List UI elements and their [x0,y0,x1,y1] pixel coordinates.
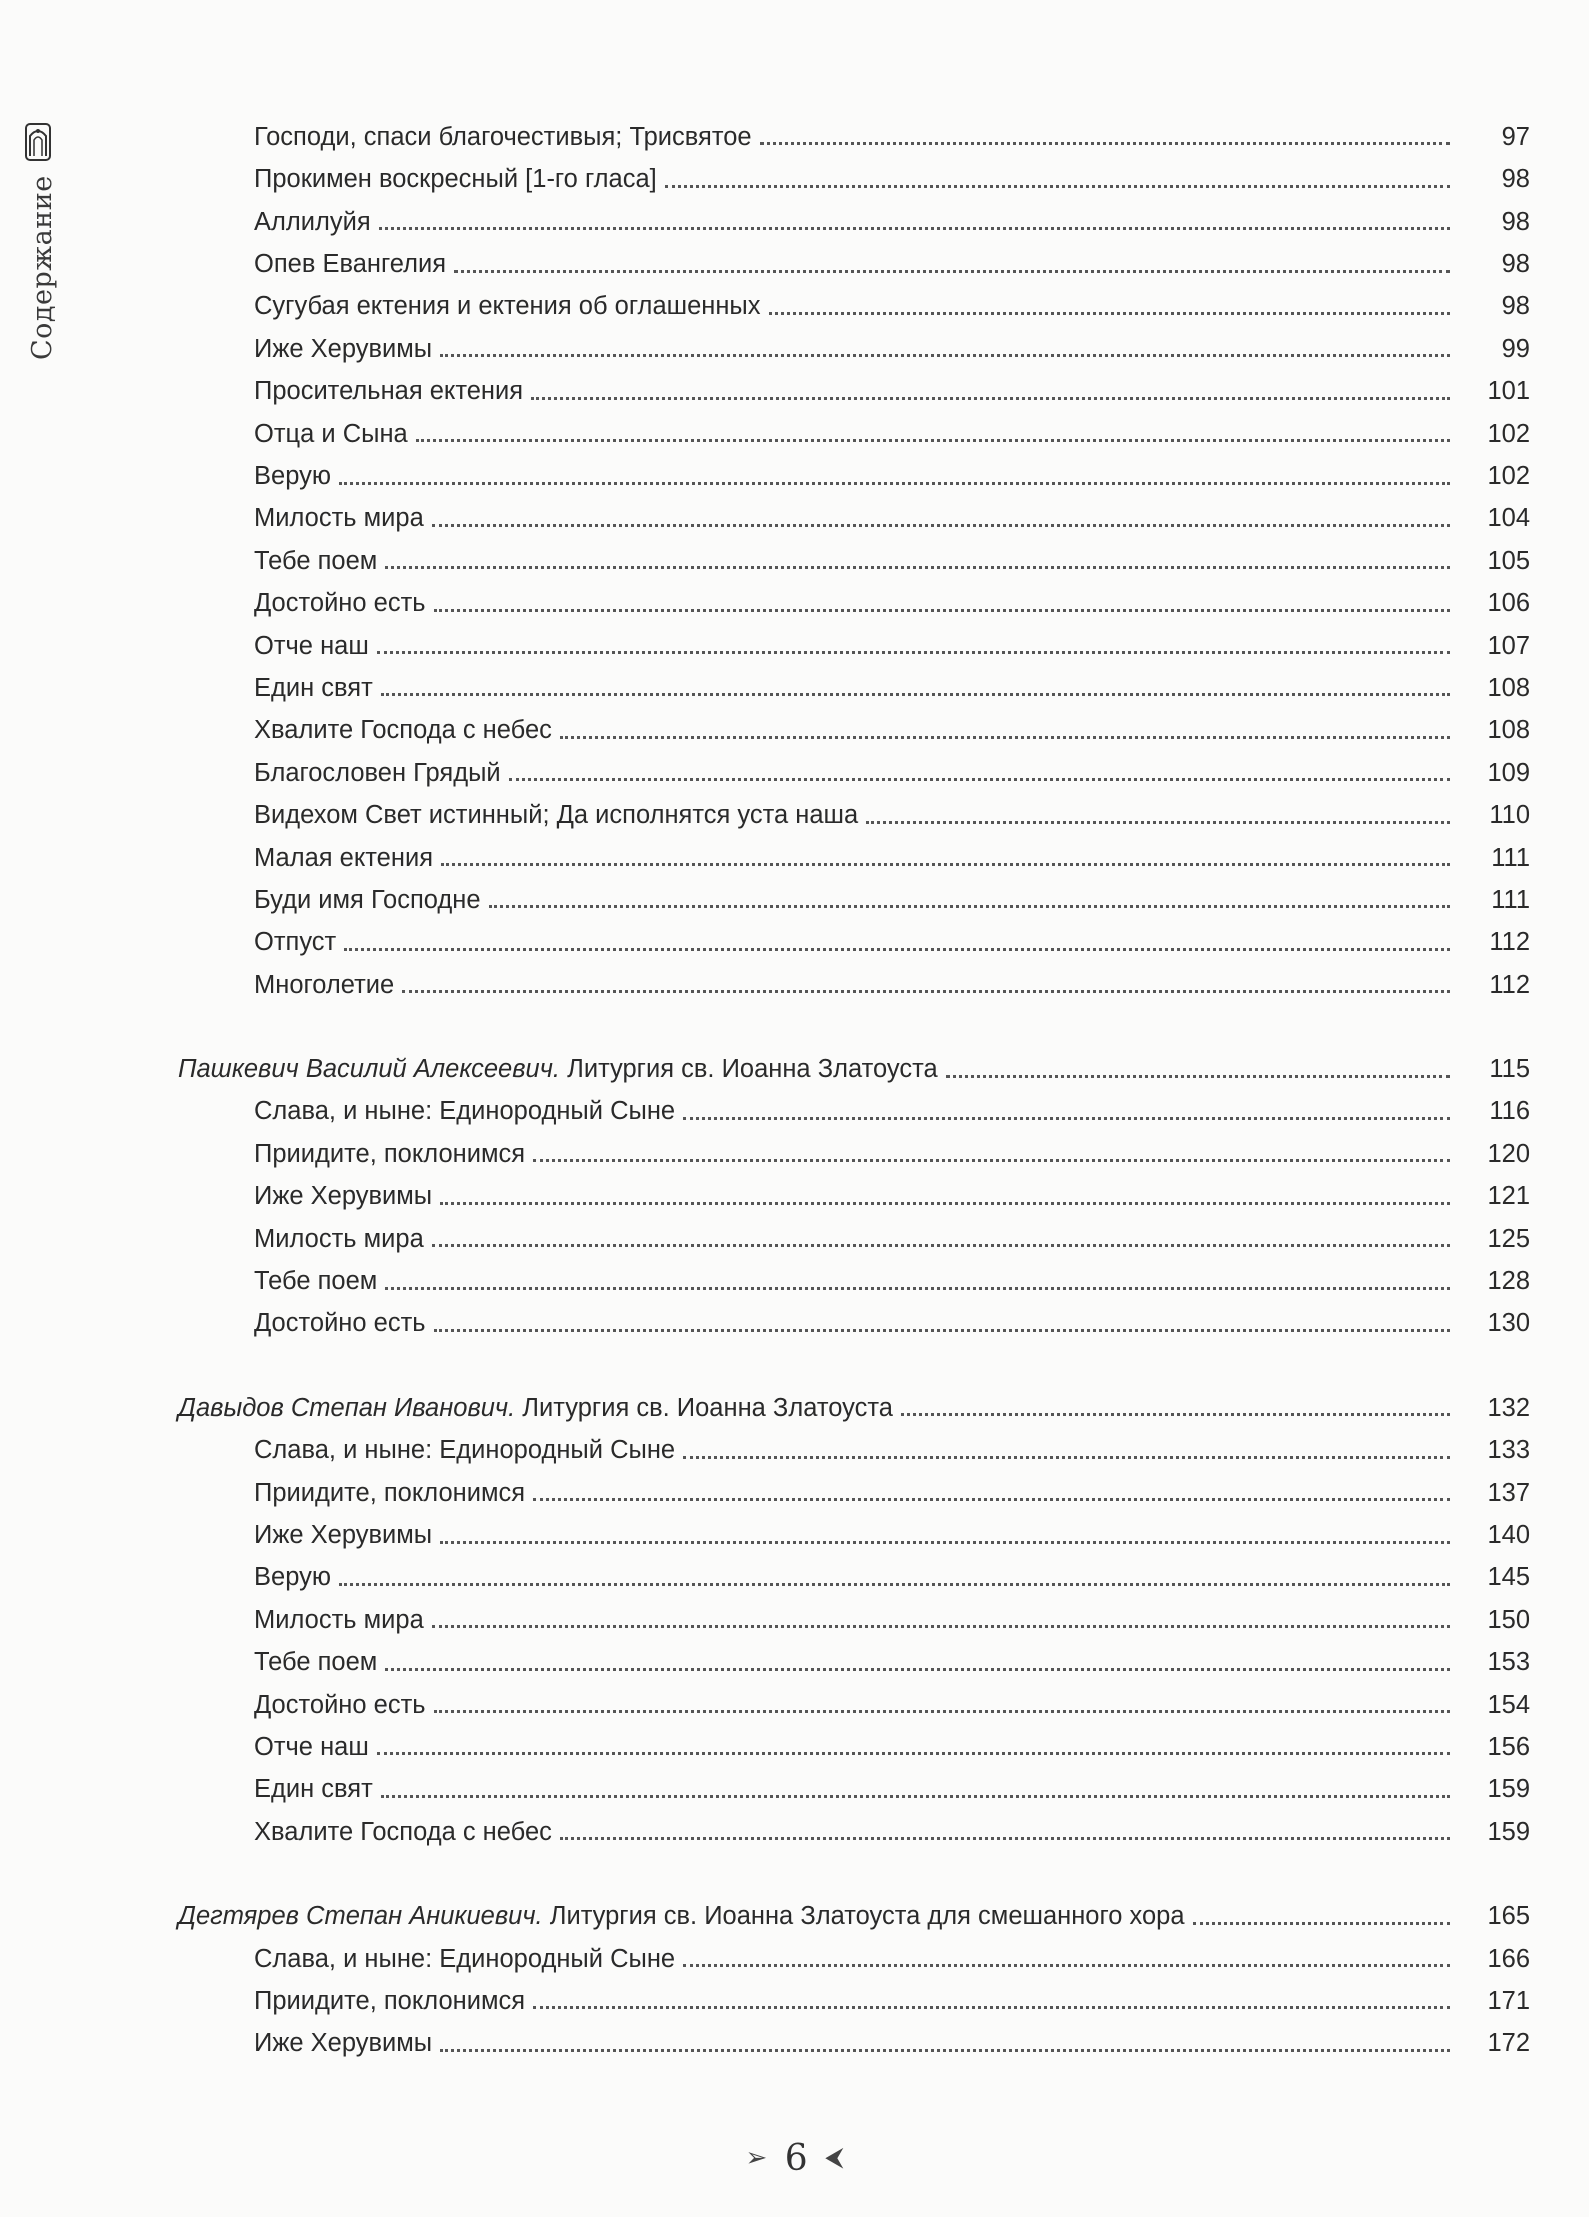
toc-page-number: 159 [1487,1817,1530,1846]
toc-entry[interactable] [170,1803,1530,1845]
composer-name: Давыдов Степан Иванович. [178,1393,516,1422]
toc-entry-title: Отче наш [254,1732,369,1761]
toc-entry-title: Достойно есть [254,1690,426,1719]
toc-page-number: 116 [1489,1097,1530,1126]
toc-entry-title: Опев Евангелия [254,250,446,279]
page-folio [0,2135,1589,2179]
toc-page-number: 111 [1491,843,1530,872]
toc-page-number: 98 [1501,165,1530,194]
dot-leader [434,609,1450,612]
toc-entry-title: Просительная ектения [254,377,524,406]
toc-entry-title: Иже Херувимы [254,2029,433,2058]
toc-page-number: 120 [1487,1139,1530,1168]
toc-entry-title: Буди имя Господне [254,885,481,914]
ornament-icon [24,122,52,162]
toc-entry-title: Отче наш [254,631,369,660]
toc-entry-title: Тебе поем [254,546,378,575]
dot-leader [385,566,1450,569]
toc-section [170,1040,1530,1337]
toc-page-number: 102 [1487,419,1530,448]
dot-leader [533,1159,1450,1162]
toc-entry[interactable] [170,1167,1530,1209]
toc-page-number: 98 [1501,250,1530,279]
toc-entry[interactable] [170,150,1530,192]
toc-page-number: 130 [1487,1309,1530,1338]
toc-entry[interactable] [170,1972,1530,2014]
dot-leader [531,397,1450,400]
toc-entry[interactable] [170,362,1530,404]
toc-entry[interactable] [170,1718,1530,1760]
toc-entry-title: Многолетие [254,970,395,999]
toc-entry-title: Тебе поем [254,1267,378,1296]
toc-entry-title: Милость мира [254,504,424,533]
dot-leader [665,185,1450,188]
toc-page-number: 102 [1487,462,1530,491]
toc-entry[interactable] [170,1421,1530,1463]
toc-page-number: 133 [1487,1436,1530,1465]
toc-entry[interactable] [170,1506,1530,1548]
dot-leader [434,1710,1450,1713]
dot-leader [683,1964,1450,1967]
toc-page-number: 112 [1489,970,1530,999]
toc-entry[interactable] [170,659,1530,701]
toc-entry[interactable] [170,490,1530,532]
work-title: Литургия св. Иоанна Златоуста [515,1393,893,1422]
dot-leader [683,1456,1450,1459]
toc-entry[interactable] [170,1591,1530,1633]
toc-entry-title: Слава, и ныне: Единородный Сыне [254,1097,676,1126]
toc-section [170,1379,1530,1845]
dot-leader [440,354,1450,357]
toc-entry[interactable] [170,405,1530,447]
toc-entry-title: Верую [254,1563,331,1592]
toc-page-number: 108 [1487,673,1530,702]
toc-page-number: 115 [1489,1055,1530,1084]
toc-page-number: 107 [1487,631,1530,660]
toc-entry-title: Приидите, поклонимся [254,1986,526,2015]
toc-entry[interactable] [170,786,1530,828]
toc-page-number: 137 [1487,1478,1530,1507]
dot-leader [379,227,1450,230]
toc-page-number: 98 [1501,207,1530,236]
toc-entry-title: Хвалите Господа с небес [254,716,552,745]
toc-entry-title: Отпуст [254,928,337,957]
toc-entry-title: Слава, и ныне: Единородный Сыне [254,1436,676,1465]
toc-entry[interactable] [170,1464,1530,1506]
toc-page-number: 140 [1487,1521,1530,1549]
dot-leader [441,863,1450,866]
toc-entry[interactable] [170,1210,1530,1252]
toc-entry[interactable] [170,1125,1530,1167]
toc-entry[interactable] [170,744,1530,786]
toc-entry-title: Един свят [254,673,373,702]
dot-leader [434,1329,1450,1332]
toc-page-number: 166 [1487,1944,1530,1973]
toc-entry[interactable] [170,1930,1530,1972]
toc-entry[interactable] [170,574,1530,616]
work-title: Литургия св. Иоанна Златоуста [560,1055,938,1084]
toc-page-number: 112 [1489,928,1530,957]
toc-entry-title: Милость мира [254,1605,424,1634]
toc-entry[interactable] [170,871,1530,913]
toc-page-number: 106 [1487,589,1530,618]
toc-entry-title: Малая ектения [254,843,433,872]
toc-entry[interactable] [170,278,1530,320]
dot-leader [440,2049,1450,2052]
toc-page-number: 153 [1487,1648,1530,1677]
toc-page-number: 105 [1487,546,1530,575]
side-header [0,0,80,400]
toc-entry[interactable] [170,1083,1530,1125]
toc-section [170,1887,1530,2057]
toc-entry[interactable] [170,532,1530,574]
dot-leader [385,1287,1450,1290]
toc-entry-title: Прокимен воскресный [1-го гласа] [254,165,657,194]
dot-leader [381,693,1450,696]
toc-entry-title: Приидите, поклонимся [254,1478,526,1507]
dot-leader [432,524,1450,527]
dot-leader [901,1413,1450,1416]
composer-name: Пашкевич Василий Алексеевич. [178,1055,560,1084]
work-title: Литургия св. Иоанна Златоуста для смешанного хора [542,1902,1185,1931]
dot-leader [432,1625,1450,1628]
composer-name: Дегтярев Степан Аникиевич. [178,1902,543,1931]
toc-page-number: 111 [1491,885,1530,914]
side-label: Содержание [27,175,58,360]
dot-leader [416,439,1450,442]
toc-page-number: 165 [1487,1902,1530,1931]
toc-entry-title: Сугубая ектения и ектения об оглашенных [254,292,761,321]
toc-entry[interactable] [170,1549,1530,1591]
arrow-right-icon: ➢ [745,2143,768,2173]
toc-heading-title [170,1057,946,1083]
toc-entry[interactable] [170,320,1530,362]
toc-entry-title: Иже Херувимы [254,1182,433,1211]
dot-leader [1193,1922,1450,1925]
toc-entry[interactable] [170,447,1530,489]
dot-leader [432,1244,1450,1247]
toc-entry[interactable] [170,1633,1530,1675]
toc-page-number: 125 [1487,1224,1530,1253]
toc-heading-row[interactable] [170,1379,1530,1421]
toc-page-number: 145 [1487,1563,1530,1592]
toc-entry-title: Достойно есть [254,1309,426,1338]
toc-heading-row[interactable] [170,1887,1530,1929]
toc-entry-title: Господи, спаси благочестивыя; Трисвятое [254,122,752,151]
toc-page-number: 171 [1487,1986,1530,2015]
toc-entry-title: Един свят [254,1775,373,1804]
toc-entry[interactable] [170,956,1530,998]
toc-page-number: 108 [1487,716,1530,745]
dot-leader [454,270,1450,273]
dot-leader [769,312,1450,315]
dot-leader [385,1668,1450,1671]
toc-heading-title [170,1904,1193,1930]
toc-page-number: 99 [1501,334,1530,363]
toc-entry[interactable] [170,108,1530,150]
dot-leader [866,821,1450,824]
toc-entry[interactable] [170,2014,1530,2056]
dot-leader [377,1752,1450,1755]
dot-leader [560,1837,1450,1840]
toc-page-number: 150 [1487,1605,1530,1634]
toc-entry-title: Верую [254,462,331,491]
toc-entry-title: Видехом Свет истинный; Да исполнятся уста наша [254,801,859,830]
dot-leader [489,905,1450,908]
toc-entry[interactable] [170,617,1530,659]
dot-leader [760,142,1450,145]
toc-page-number: 128 [1487,1267,1530,1296]
toc-entry-title: Иже Херувимы [254,1521,433,1549]
dot-leader [683,1117,1450,1120]
toc-page-number: 98 [1501,292,1530,321]
toc-entry[interactable] [170,913,1530,955]
dot-leader [946,1075,1450,1078]
toc-page-number: 101 [1487,377,1530,406]
toc-entry[interactable] [170,701,1530,743]
toc-entry-title: Милость мира [254,1224,424,1253]
dot-leader [533,2006,1450,2009]
toc-entry-title: Тебе поем [254,1648,378,1677]
toc-page-number: 159 [1487,1775,1530,1804]
table-of-contents [170,108,1530,2099]
toc-heading-row[interactable] [170,1040,1530,1082]
toc-entry[interactable] [170,829,1530,871]
arrow-left-icon: ⮜ [825,2142,844,2173]
toc-entry[interactable] [170,1760,1530,1802]
toc-entry-title: Аллилуйя [254,207,371,236]
toc-entry[interactable] [170,1252,1530,1294]
toc-entry-title: Иже Херувимы [254,334,433,363]
toc-page-number: 156 [1487,1732,1530,1761]
toc-entry-title: Отца и Сына [254,419,408,448]
page-number: 6 [784,2137,808,2179]
toc-page-number: 132 [1487,1393,1530,1422]
dot-leader [377,651,1450,654]
toc-entry-title: Слава, и ныне: Единородный Сыне [254,1944,676,1973]
toc-page-number: 104 [1487,504,1530,533]
toc-entry-title: Достойно есть [254,589,426,618]
dot-leader [381,1795,1450,1798]
toc-page-number: 121 [1487,1182,1530,1211]
toc-entry-title: Хвалите Господа с небес [254,1817,552,1846]
dot-leader [509,778,1450,781]
toc-entry[interactable] [170,1295,1530,1337]
dot-leader [560,736,1450,739]
toc-page-number: 109 [1487,758,1530,787]
toc-entry[interactable] [170,193,1530,235]
dot-leader [440,1541,1450,1544]
dot-leader [339,482,1450,485]
toc-entry-title: Благословен Грядый [254,758,501,787]
toc-entry[interactable] [170,235,1530,277]
dot-leader [402,990,1450,993]
toc-page-number: 154 [1487,1690,1530,1719]
dot-leader [440,1202,1450,1205]
toc-page-number: 110 [1489,801,1530,830]
toc-page-number: 97 [1501,122,1530,151]
toc-page-number: 172 [1487,2029,1530,2058]
toc-section [170,108,1530,998]
dot-leader [533,1498,1450,1501]
toc-heading-title [170,1393,901,1422]
dot-leader [344,948,1450,951]
dot-leader [339,1583,1450,1586]
toc-entry[interactable] [170,1676,1530,1718]
toc-entry-title: Приидите, поклонимся [254,1139,526,1168]
